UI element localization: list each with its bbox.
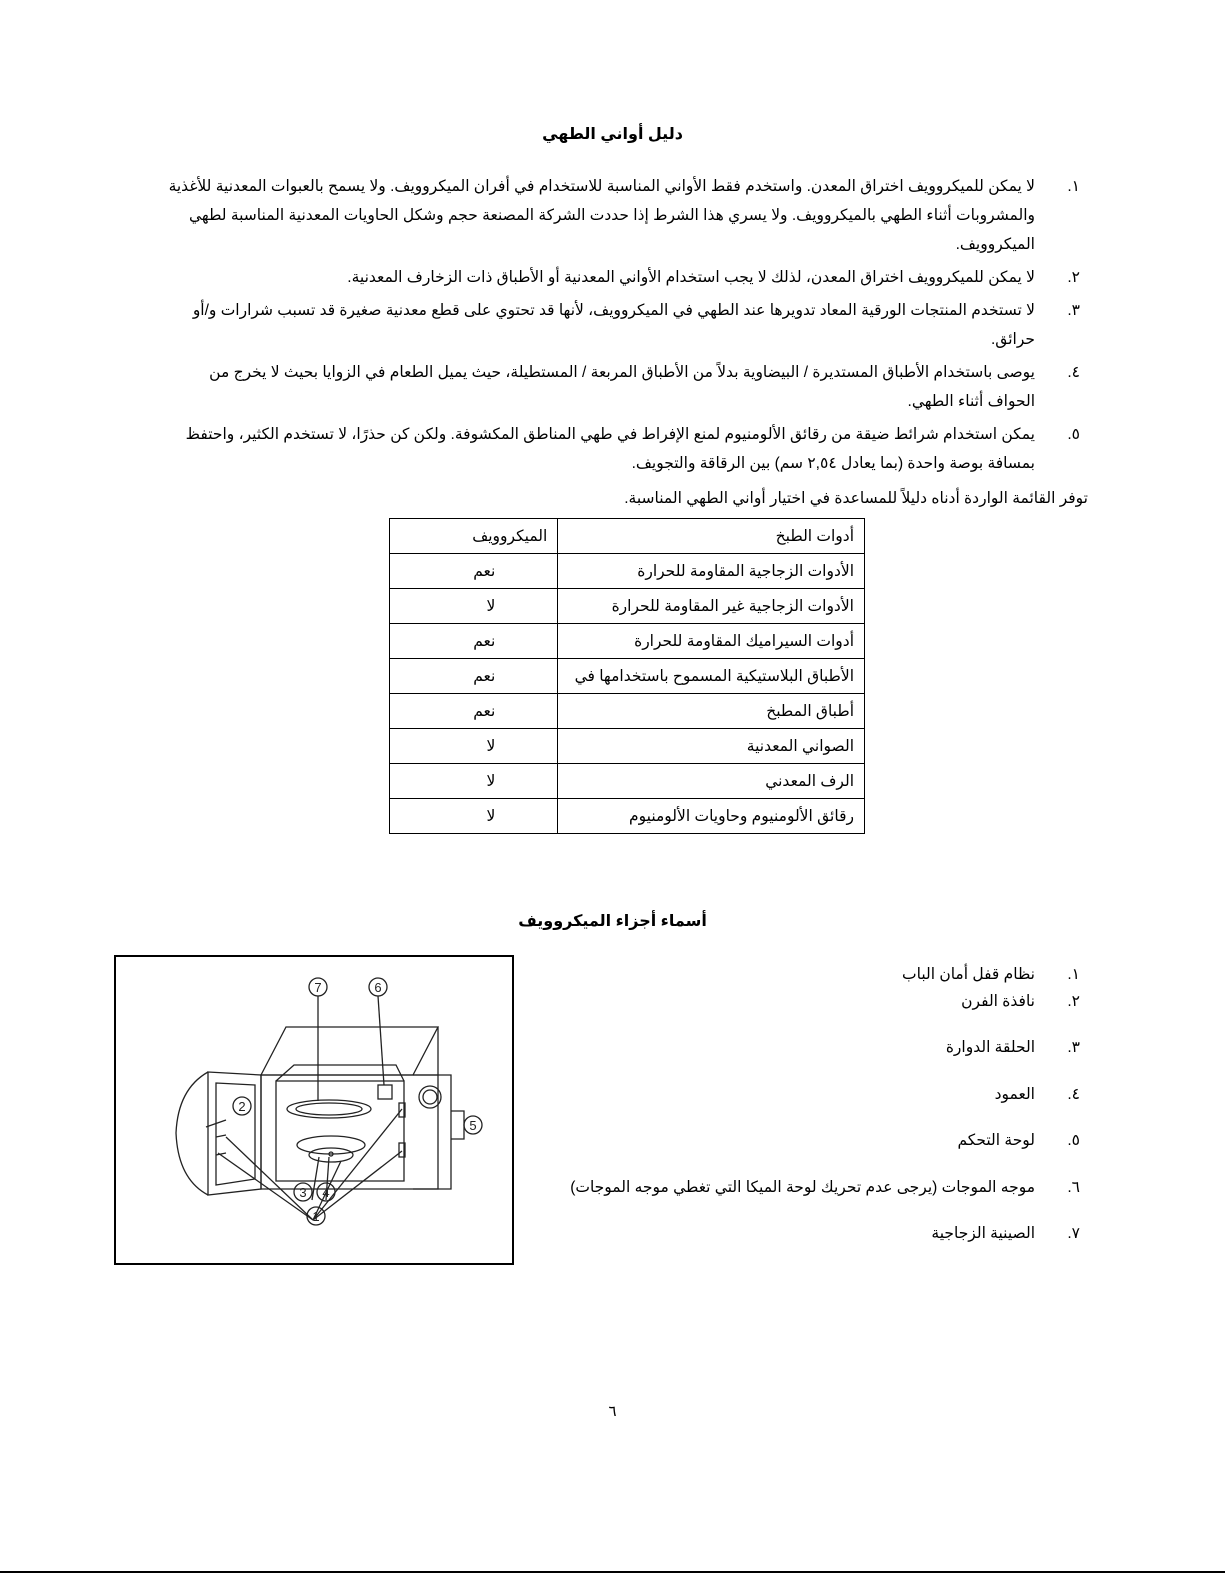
table-header-row [390, 519, 865, 554]
table-row [390, 799, 865, 834]
item-text: لوحة التحكم [957, 1132, 1035, 1149]
table-row [390, 694, 865, 729]
item-number: ٤. [1067, 364, 1080, 381]
cookware-guide-title: دليل أواني الطهي [542, 126, 683, 143]
item-number: ٥. [1067, 426, 1080, 443]
page-divider [0, 1571, 1225, 1573]
cookware-cell: الأدوات الزجاجية المقاومة للحرارة [558, 554, 865, 589]
callout-2: 2 [238, 1099, 246, 1114]
table-row [390, 554, 865, 589]
list-item [168, 358, 1080, 416]
list-item [946, 1038, 1080, 1057]
list-item [961, 992, 1080, 1011]
list-item [168, 296, 1080, 354]
callout-7: 7 [314, 980, 322, 995]
callout-6: 6 [374, 980, 382, 995]
microwave-drawing [116, 957, 512, 1263]
table-row [390, 659, 865, 694]
item-text: موجه الموجات (يرجى عدم تحريك لوحة الميكا التي تغطي موجه الموجات) [570, 1179, 1035, 1196]
microwave-safe-cell: لا [390, 589, 558, 624]
list-item [957, 1131, 1080, 1150]
table-row [390, 729, 865, 764]
callout-1: 1 [312, 1209, 320, 1224]
item-text: الصينية الزجاجية [931, 1225, 1035, 1242]
cookware-cell: أطباق المطبخ [558, 694, 865, 729]
list-item [995, 1085, 1080, 1104]
microwave-safe-cell: نعم [390, 554, 558, 589]
cookware-table [389, 518, 865, 834]
cookware-cell: الأطباق البلاستيكية المسموح باستخدامها في [558, 659, 865, 694]
item-text: العمود [994, 1086, 1035, 1103]
item-number: ١. [1067, 178, 1080, 195]
microwave-safe-cell: نعم [390, 624, 558, 659]
callout-3: 3 [299, 1185, 307, 1200]
item-text: لا يمكن للميكروويف اختراق المعدن، لذلك لا يجب استخدام الأواني المعدنية أو الأطباق ذات الزخارف المعدنية. [347, 269, 1035, 286]
list-item [931, 1224, 1080, 1243]
microwave-diagram [114, 955, 514, 1265]
column-header-cookware: أدوات الطبخ [558, 519, 865, 554]
column-header-microwave: الميكروويف [390, 519, 558, 554]
cookware-cell: رقائق الألومنيوم وحاويات الألومنيوم [558, 799, 865, 834]
list-item [168, 172, 1080, 259]
item-number: ٤. [1067, 1086, 1080, 1103]
cookware-guide-list [168, 172, 1080, 482]
microwave-safe-cell: لا [390, 799, 558, 834]
item-number: ٦. [1067, 1179, 1080, 1196]
cookware-cell: الرف المعدني [558, 764, 865, 799]
item-number: ٢. [1067, 993, 1080, 1010]
microwave-safe-cell: نعم [390, 659, 558, 694]
item-text: يوصى باستخدام الأطباق المستديرة / البيضاوية بدلاً من الأطباق المربعة / المستطيلة، حيث يميل الطعام في الزوايا بحيث لا يخرج من الحواف أثناء الطهي. [209, 364, 1035, 410]
item-number: ٣. [1067, 302, 1080, 319]
microwave-safe-cell: نعم [390, 694, 558, 729]
item-number: ٢. [1067, 269, 1080, 286]
table-row [390, 589, 865, 624]
item-number: ٣. [1067, 1039, 1080, 1056]
item-text: نظام قفل أمان الباب [902, 966, 1035, 983]
item-text: لا تستخدم المنتجات الورقية المعاد تدويرها عند الطهي في الميكروويف، لأنها قد تحتوي على قطع معدنية صغيرة قد تسبب شرارات و/أو حرائق. [192, 302, 1035, 348]
item-text: لا يمكن للميكروويف اختراق المعدن. واستخدم فقط الأواني المناسبة للاستخدام في أفران الميكروويف. ولا يسمح بالعبوات المعدنية للأغذية والمشروبات أثناء الطهي بالميكروويف. ولا يسري هذا الشرط إذا حددت الشركة المصنعة حجم وشكل الحاويات المعدنية المناسبة لطهي الميكروويف. [168, 178, 1035, 253]
table-row [390, 624, 865, 659]
item-number: ٧. [1067, 1225, 1080, 1242]
microwave-safe-cell: لا [390, 729, 558, 764]
item-number: ٥. [1067, 1132, 1080, 1149]
table-row [390, 764, 865, 799]
page-number: ٦ [608, 1403, 617, 1420]
item-text: نافذة الفرن [961, 993, 1035, 1010]
item-text: الحلقة الدوارة [945, 1039, 1035, 1056]
cookware-cell: أدوات السيراميك المقاومة للحرارة [558, 624, 865, 659]
item-number: ١. [1067, 966, 1080, 983]
callout-4: 4 [322, 1185, 330, 1200]
item-text: يمكن استخدام شرائط ضيقة من رقائق الألومنيوم لمنع الإفراط في طهي المناطق المكشوفة. ولكن كن حذرًا، لا تستخدم الكثير، واحتفظ بمسافة بوصة واحدة (بما يعادل ٢,٥٤ سم) بين الرقاقة والتجويف. [185, 426, 1035, 472]
list-item [570, 1178, 1080, 1197]
table-intro: توفر القائمة الواردة أدناه دليلاً للمساعدة في اختيار أواني الطهي المناسبة. [624, 490, 1088, 507]
callout-5: 5 [469, 1118, 477, 1133]
cookware-cell: الأدوات الزجاجية غير المقاومة للحرارة [558, 589, 865, 624]
parts-title: أسماء أجزاء الميكروويف [518, 913, 707, 930]
microwave-safe-cell: لا [390, 764, 558, 799]
list-item [902, 965, 1080, 984]
cookware-cell: الصواني المعدنية [558, 729, 865, 764]
list-item [168, 263, 1080, 292]
list-item [168, 420, 1080, 478]
